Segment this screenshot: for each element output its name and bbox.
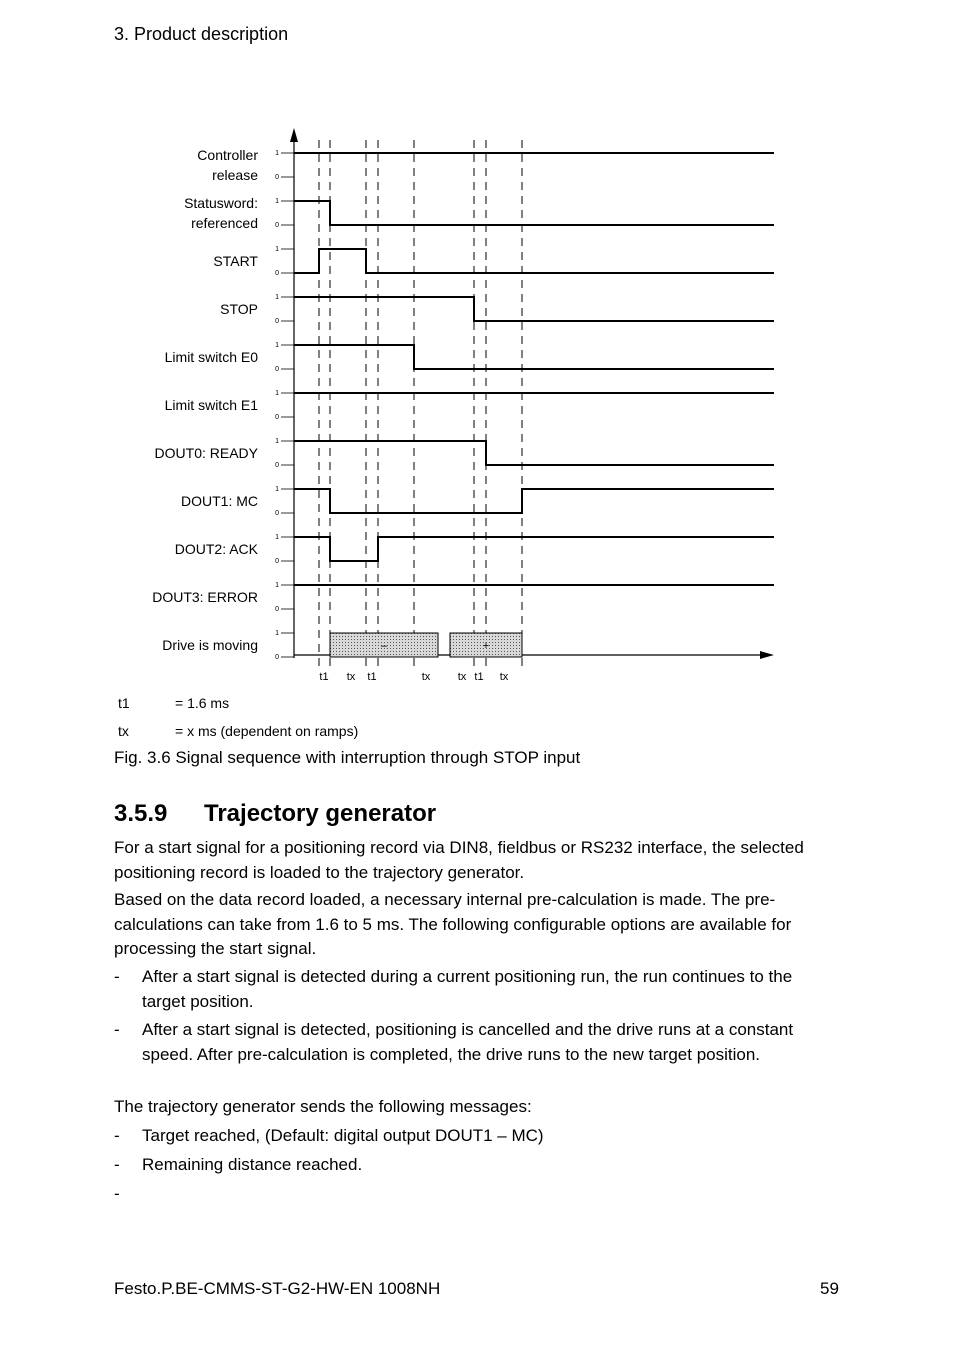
- level-low-marker: 0: [275, 222, 279, 229]
- signal-label: referenced: [191, 215, 258, 231]
- section-heading: [114, 800, 436, 828]
- definition-symbol: t1: [118, 695, 130, 711]
- level-low-marker: 0: [275, 606, 279, 613]
- time-mark-label: tx: [499, 671, 509, 683]
- time-mark-label: tx: [457, 671, 467, 683]
- direction-sign: –: [380, 640, 388, 652]
- section-number: 3.5.9: [114, 800, 168, 827]
- time-mark-label: tx: [421, 671, 431, 683]
- level-high-marker: 1: [275, 150, 279, 157]
- level-low-marker: 0: [275, 366, 279, 373]
- level-low-marker: 0: [275, 558, 279, 565]
- level-high-marker: 1: [275, 198, 279, 205]
- list-item-text: Remaining distance reached.: [142, 1155, 363, 1174]
- bullet-dash: -: [114, 967, 120, 986]
- definition-value: = x ms (dependent on ramps): [175, 723, 359, 739]
- direction-sign: +: [482, 640, 490, 652]
- level-high-marker: 1: [275, 294, 279, 301]
- time-mark-label: tx: [346, 671, 356, 683]
- signal-label: Controller: [197, 147, 258, 163]
- bullet-dash: -: [114, 1126, 120, 1145]
- footer-doc-id: Festo.P.BE-CMMS-ST-G2-HW-EN 1008NH: [114, 1279, 441, 1298]
- time-mark-label: t1: [319, 671, 329, 683]
- level-high-marker: 1: [275, 342, 279, 349]
- bullet-dash: -: [114, 1155, 120, 1174]
- signal-label: DOUT0: READY: [154, 445, 258, 461]
- definition-value: = 1.6 ms: [175, 695, 230, 711]
- level-high-marker: 1: [275, 486, 279, 493]
- signal-trace: [294, 249, 774, 273]
- definition-symbol: tx: [118, 723, 129, 739]
- signal-label: Limit switch E1: [164, 397, 258, 413]
- list-item-text: After a start signal is detected during a current positioning run, the run continues to the target position.: [142, 967, 793, 1011]
- signal-label: Statusword:: [184, 195, 258, 211]
- list-item: [114, 1018, 822, 1067]
- bullet-dash: -: [114, 1020, 120, 1039]
- signal-label: release: [212, 167, 258, 183]
- list-item-text: Target reached, (Default: digital output DOUT1 – MC): [142, 1126, 544, 1145]
- axis-arrow-right-icon: [760, 651, 774, 659]
- axis-arrow-up-icon: [290, 128, 298, 142]
- signal-label: Limit switch E0: [164, 349, 258, 365]
- level-low-marker: 0: [275, 270, 279, 277]
- signal-label: Drive is moving: [162, 637, 258, 653]
- signal-label: DOUT3: ERROR: [152, 589, 258, 605]
- signal-label: DOUT2: ACK: [174, 541, 258, 557]
- level-low-marker: 0: [275, 414, 279, 421]
- running-header: 3. Product description: [114, 24, 289, 44]
- level-low-marker: 0: [275, 462, 279, 469]
- signal-label: STOP: [220, 301, 258, 317]
- signal-label: START: [213, 253, 258, 269]
- bullet-dash: -: [114, 1184, 120, 1203]
- level-low-marker: 0: [275, 654, 279, 661]
- time-mark-label: t1: [474, 671, 484, 683]
- definition-tx: [118, 723, 359, 739]
- paragraph-2: Based on the data record loaded, a necessary internal pre-calculation is made. The pre-calculations can take from 1.6 to 5 ms. The following configurable options are available for processing the start signal.: [114, 890, 792, 958]
- level-high-marker: 1: [275, 534, 279, 541]
- level-high-marker: 1: [275, 438, 279, 445]
- signal-timing-diagram: [0, 120, 954, 690]
- figure-caption: Fig. 3.6 Signal sequence with interruption through STOP input: [114, 748, 581, 767]
- level-high-marker: 1: [275, 246, 279, 253]
- definition-t1: [118, 695, 230, 711]
- time-mark-label: t1: [367, 671, 377, 683]
- list-item: [114, 965, 822, 1014]
- level-low-marker: 0: [275, 318, 279, 325]
- list-item: [114, 1124, 822, 1149]
- paragraph-3: The trajectory generator sends the following messages:: [114, 1097, 532, 1116]
- level-high-marker: 1: [275, 582, 279, 589]
- paragraph-1: For a start signal for a positioning record via DIN8, fieldbus or RS232 interface, the selected positioning record is loaded to the trajectory generator.: [114, 838, 804, 882]
- section-title: Trajectory generator: [204, 800, 437, 827]
- level-low-marker: 0: [275, 174, 279, 181]
- level-high-marker: 1: [275, 390, 279, 397]
- level-low-marker: 0: [275, 510, 279, 517]
- list-item-text: After a start signal is detected, positioning is cancelled and the drive runs at a constant speed. After pre-calculation is completed, the drive runs to the new target position.: [142, 1020, 794, 1064]
- page-number: 59: [820, 1279, 839, 1298]
- list-item: [114, 1153, 822, 1178]
- level-high-marker: 1: [275, 630, 279, 637]
- signal-label: DOUT1: MC: [181, 493, 258, 509]
